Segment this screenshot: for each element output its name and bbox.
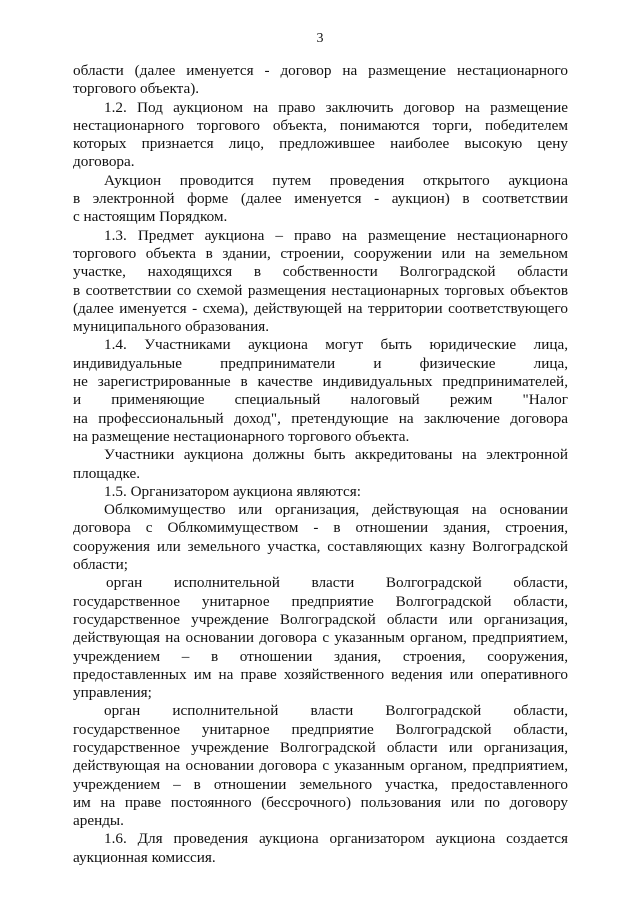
text-line: аренды. xyxy=(73,812,124,830)
document-body xyxy=(73,62,568,867)
text-line: с настоящим Порядком. xyxy=(73,208,228,226)
text-line: 1.2. Под аукционом на право заключить договор на размещение xyxy=(104,98,568,116)
text-line: сооружения или земельного участка, составляющих казну Волгоградской xyxy=(73,537,568,555)
text-line: государственное унитарное предприятие Волгоградской области, xyxy=(73,720,568,738)
text-line: управления; xyxy=(73,684,152,702)
text-line: действующая на основании договора с указанным органом, предприятием, xyxy=(73,629,568,647)
text-line: орган исполнительной власти Волгоградской области, xyxy=(106,574,568,592)
text-line: 1.6. Для проведения аукциона организатором аукциона создается xyxy=(104,830,568,848)
text-line: 1.3. Предмет аукциона – право на размещение нестационарного xyxy=(104,226,568,244)
text-line: муниципального образования. xyxy=(73,318,270,336)
text-line: Облкомимущество или организация, действующая на основании xyxy=(104,501,568,519)
page-number: 3 xyxy=(316,31,324,46)
text-line: предоставленных им на праве хозяйственного ведения или оперативного xyxy=(73,665,568,683)
text-line: торгового объекта в здании, строении, сооружении или на земельном xyxy=(73,244,568,262)
text-line: аукционная комиссия. xyxy=(73,848,216,866)
text-line: которых признается лицо, предложившее наиболее высокую цену xyxy=(73,135,568,153)
text-line: нестационарного торгового объекта, понимаются торги, победителем xyxy=(73,116,568,134)
text-line: не зарегистрированные в качестве индивидуальных предпринимателей, xyxy=(73,373,568,391)
text-line: договора с Облкомимуществом - в отношении здания, строения, xyxy=(73,519,568,537)
text-line: Аукцион проводится путем проведения открытого аукциона xyxy=(104,171,568,189)
text-line: на профессиональный доход", претендующие на заключение договора xyxy=(73,409,568,427)
text-line: 1.4. Участниками аукциона могут быть юридические лица, xyxy=(104,336,568,354)
text-line: на размещение нестационарного торгового объекта. xyxy=(73,427,410,445)
text-line: учреждением – в отношении здания, строения, сооружения, xyxy=(73,647,568,665)
text-line: государственное унитарное предприятие Волгоградской области, xyxy=(73,592,568,610)
text-line: договора. xyxy=(73,153,135,171)
text-line: области; xyxy=(73,556,128,574)
text-line: в электронной форме (далее именуется - аукцион) в соответствии xyxy=(73,190,568,208)
text-line: торгового объекта). xyxy=(73,80,200,98)
text-line: индивидуальные предприниматели и физические лица, xyxy=(73,354,568,372)
text-line: Участники аукциона должны быть аккредитованы на электронной xyxy=(104,446,568,464)
text-line: участке, находящихся в собственности Волгоградской области xyxy=(73,263,568,281)
text-line: (далее именуется - схема), действующей на территории соответствующего xyxy=(73,299,568,317)
text-line: области (далее именуется - договор на размещение нестационарного xyxy=(73,62,568,79)
text-line: учреждением – в отношении земельного участка, предоставленного xyxy=(73,775,568,793)
text-line: действующая на основании договора с указанным органом, предприятием, xyxy=(73,757,568,775)
text-line: 1.5. Организатором аукциона являются: xyxy=(104,482,361,500)
text-line: им на праве постоянного (бессрочного) пользования или по договору xyxy=(73,793,568,811)
text-line: и применяющие специальный налоговый режим "Налог xyxy=(73,391,568,409)
text-line: площадке. xyxy=(73,464,141,482)
text-line: государственное учреждение Волгоградской области или организация, xyxy=(73,738,568,756)
text-line: орган исполнительной власти Волгоградской области, xyxy=(104,702,568,720)
text-line: в соответствии со схемой размещения нестационарных торговых объектов xyxy=(73,281,568,299)
text-line: государственное учреждение Волгоградской области или организация, xyxy=(73,610,568,628)
